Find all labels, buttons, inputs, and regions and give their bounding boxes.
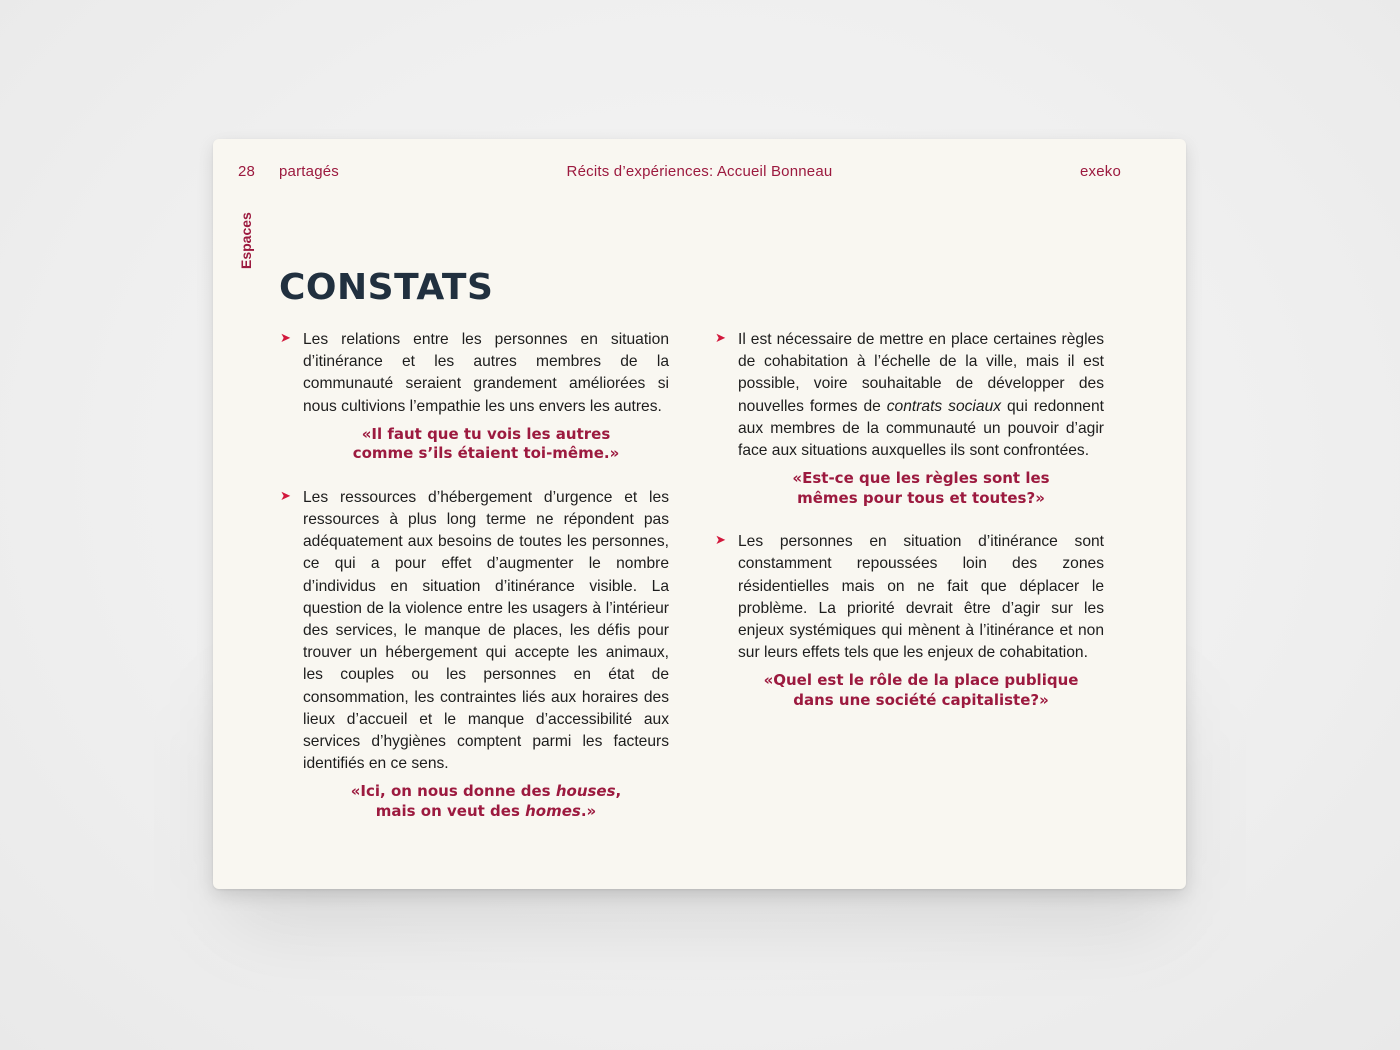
quote-line: mêmes pour tous et toutes?» bbox=[797, 488, 1045, 507]
finding-item bbox=[280, 329, 669, 418]
quote-segment: mais on veut des bbox=[375, 801, 526, 820]
quote-segment: , bbox=[615, 782, 622, 801]
arrow-bullet-icon: ➤ bbox=[715, 532, 726, 548]
quote-line: «Il faut que tu vois les autres bbox=[361, 424, 611, 443]
finding-text: Les personnes en situation d’itinérance sont constamment repoussées loin des zones résidentielles mais on ne fait que déplacer le problème. La priorité devrait être d’agir sur les enjeux systémiques qui mènent à l’itinérance et non sur leurs effets tels que les enjeux de cohabitation. bbox=[738, 533, 1104, 662]
book-page bbox=[213, 139, 1186, 889]
quote-segment: «Ici, on nous donne des bbox=[350, 782, 556, 801]
quote-emphasis: homes bbox=[525, 801, 581, 820]
text-emphasis: contrats sociaux bbox=[886, 397, 1002, 415]
quote-line: comme s’ils étaient toi-même.» bbox=[352, 444, 620, 463]
finding-item bbox=[715, 531, 1104, 664]
arrow-bullet-icon: ➤ bbox=[280, 487, 291, 503]
pull-quote bbox=[280, 782, 669, 821]
finding-text: Les relations entre les personnes en situation d’itinérance et les autres membres de la communauté seraient grandement améliorées si nous cultivions l’empathie les uns envers les autres. bbox=[303, 331, 669, 415]
finding-item bbox=[715, 329, 1104, 462]
arrow-bullet-icon: ➤ bbox=[715, 330, 726, 345]
running-section: partagés bbox=[279, 163, 339, 180]
pull-quote bbox=[715, 671, 1104, 710]
quote-line: «Quel est le rôle de la place publique bbox=[763, 671, 1079, 690]
finding-item bbox=[280, 487, 669, 776]
brand-name: exeko bbox=[1079, 163, 1121, 180]
quote-line: dans une société capitaliste?» bbox=[793, 690, 1049, 709]
pull-quote bbox=[715, 469, 1104, 508]
text-segment: qui redonnent aux membres de la communauté un pouvoir d’agir face aux situations auxquelles ils sont confrontées. bbox=[738, 397, 1104, 460]
finding-text bbox=[738, 329, 1104, 462]
side-label: Espaces bbox=[238, 212, 254, 269]
quote-emphasis: houses bbox=[555, 782, 616, 801]
finding-text: Les ressources d’hébergement d’urgence et les ressources à plus long terme ne répondent pas adéquatement aux besoins de toutes les personnes, ce qui a pour effet d’augmenter le nombre d’individus en situation d’itinérance visible. La question de la violence entre les usagers à l’intérieur des services, le manque de places, les défis pour trouver un hébergement qui accepte les animaux, les couples ou les personnes en état de consommation, les contraintes liés aux horaires des lieux d’accueil et le manque d’accessibilité aux services d’hygiènes comptent parmi les facteurs identifiés en ce sens. bbox=[303, 488, 669, 773]
right-column bbox=[715, 329, 1104, 710]
quote-segment: .» bbox=[580, 801, 597, 820]
page-title: CONSTATS bbox=[279, 267, 494, 308]
arrow-bullet-icon: ➤ bbox=[280, 330, 291, 345]
text-segment: Il est nécessaire de mettre en place certaines règles de cohabitation à l’échelle de la ville, mais il est possible, voire souhaitable de développer des nouvelles formes de bbox=[738, 331, 1104, 415]
page-number: 28 bbox=[238, 163, 256, 180]
pull-quote bbox=[280, 425, 669, 464]
quote-line: «Est-ce que les règles sont les bbox=[792, 469, 1050, 488]
left-column bbox=[280, 329, 669, 821]
running-chapter-title: Récits d’expériences: Accueil Bonneau bbox=[566, 163, 833, 180]
